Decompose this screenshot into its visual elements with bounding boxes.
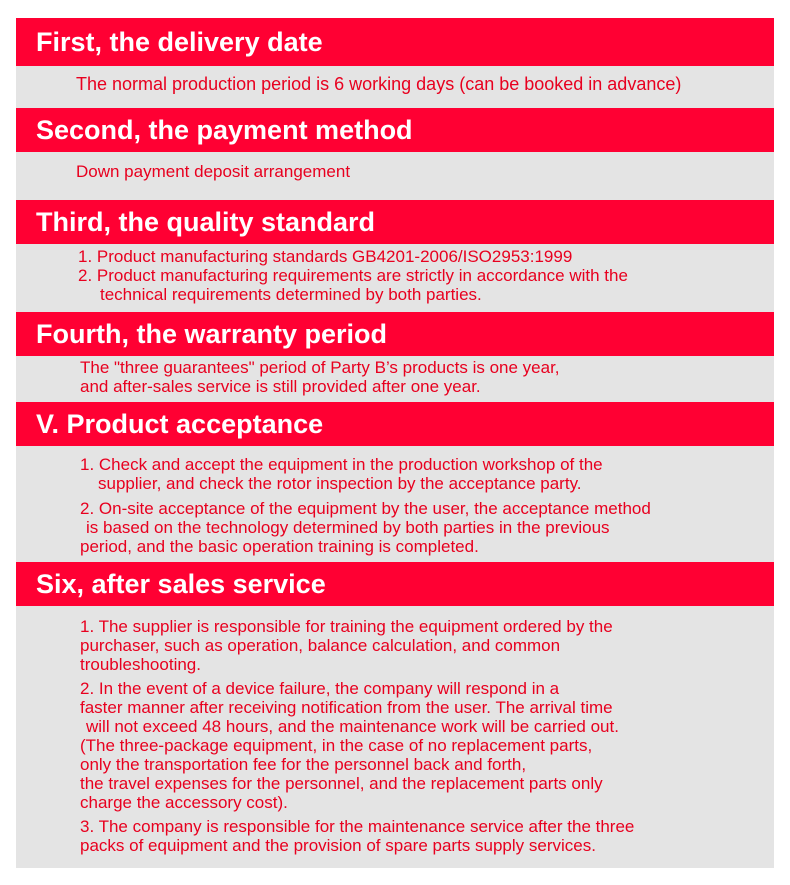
section-6-line: purchaser, such as operation, balance calculation, and common	[80, 636, 561, 655]
section-1-title: First, the delivery date	[16, 18, 774, 66]
section-6-line: 2. In the event of a device failure, the company will respond in a	[80, 679, 560, 698]
section-4-line: and after-sales service is still provided after one year.	[80, 377, 481, 396]
section-2-title: Second, the payment method	[16, 108, 774, 152]
section-2-line: Down payment deposit arrangement	[76, 162, 351, 181]
section-5-line: 1. Check and accept the equipment in the production workshop of the	[80, 455, 603, 474]
section-5-title: V. Product acceptance	[16, 402, 774, 446]
section-4-body	[16, 356, 774, 402]
section-6-line: packs of equipment and the provision of spare parts supply services.	[80, 836, 596, 855]
section-5-line: is based on the technology determined by both parties in the previous	[86, 518, 610, 537]
section-6-line: 3. The company is responsible for the maintenance service after the three	[80, 817, 635, 836]
section-4-line: The "three guarantees" period of Party B’s products is one year,	[80, 358, 560, 377]
section-1-line: The normal production period is 6 working days (can be booked in advance)	[76, 74, 682, 94]
section-6-line: (The three-package equipment, in the case of no replacement parts,	[80, 736, 593, 755]
section-6-line: faster manner after receiving notification from the user. The arrival time	[80, 698, 613, 717]
section-2-body	[16, 152, 774, 200]
section-6-line: only the transportation fee for the personnel back and forth,	[80, 755, 527, 774]
section-3-line: 1. Product manufacturing standards GB4201-2006/ISO2953:1999	[78, 247, 573, 266]
section-6-line: 1. The supplier is responsible for training the equipment ordered by the	[80, 617, 613, 636]
section-3-line: 2. Product manufacturing requirements are strictly in accordance with the	[78, 266, 628, 285]
document	[16, 18, 774, 868]
section-6-line: troubleshooting.	[80, 655, 201, 674]
section-6-body	[16, 606, 774, 868]
section-6-line: the travel expenses for the personnel, and the replacement parts only	[80, 774, 603, 793]
section-4-title: Fourth, the warranty period	[16, 312, 774, 356]
section-6-line: charge the accessory cost).	[80, 793, 288, 812]
section-5-line: 2. On-site acceptance of the equipment by the user, the acceptance method	[80, 499, 651, 518]
section-6-line: will not exceed 48 hours, and the maintenance work will be carried out.	[86, 717, 619, 736]
section-6-title: Six, after sales service	[16, 562, 774, 606]
section-3-title: Third, the quality standard	[16, 200, 774, 244]
section-5-line: period, and the basic operation training is completed.	[80, 537, 479, 556]
section-5-line: supplier, and check the rotor inspection by the acceptance party.	[98, 474, 582, 493]
section-5-body	[16, 446, 774, 562]
section-3-line: technical requirements determined by both parties.	[100, 285, 482, 304]
section-1-body	[16, 66, 774, 108]
section-3-body	[16, 244, 774, 312]
